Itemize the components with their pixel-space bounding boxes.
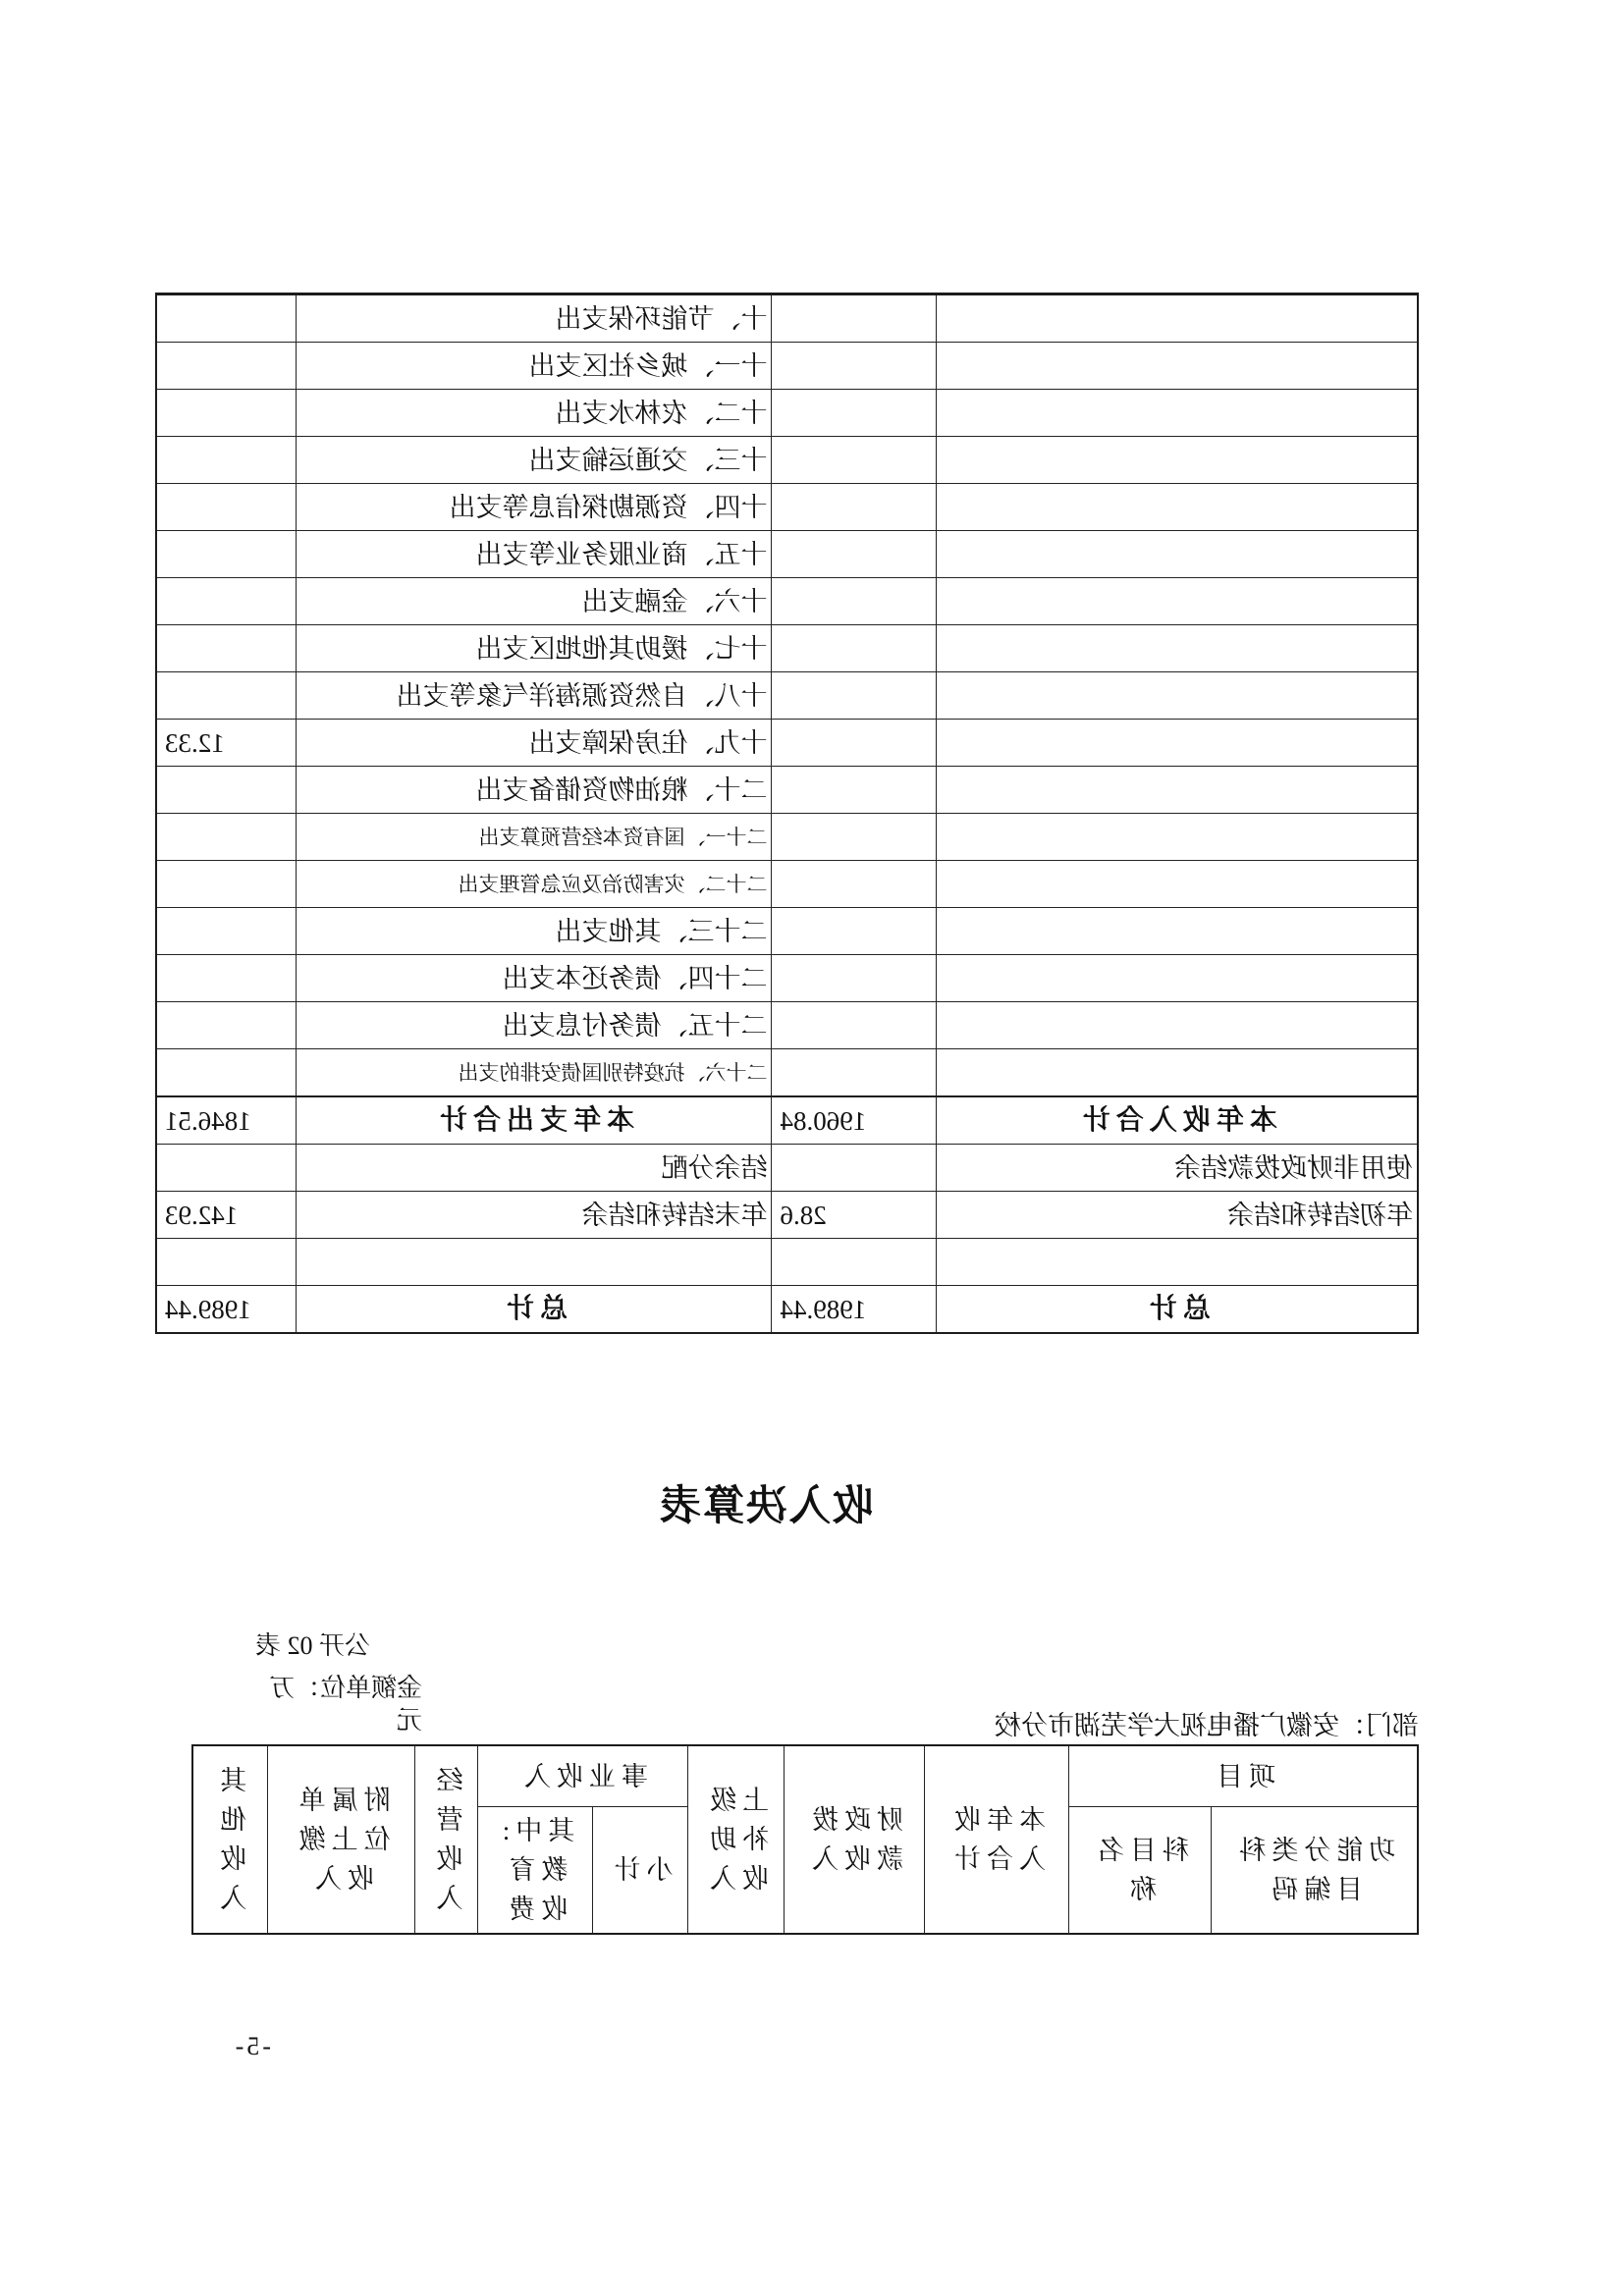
- income-table-header: [191, 1744, 1419, 1935]
- income-amount-cell: [772, 578, 937, 625]
- income-item-cell: [937, 861, 1418, 908]
- expense-item-cell: 年末结转和结余: [297, 1192, 772, 1239]
- expense-item-cell: 十五、商业服务业等支出: [297, 531, 772, 578]
- income-item-cell: 年初结转和结余: [937, 1192, 1418, 1239]
- table-code-label: 公开 02 表: [254, 1631, 370, 1660]
- income-amount-cell: [772, 294, 937, 343]
- table-row: [156, 1286, 1418, 1334]
- expense-amount-cell: [156, 908, 297, 955]
- income-amount-cell: [772, 814, 937, 861]
- header-subtotal: 小计: [593, 1807, 688, 1935]
- expense-item-cell: 二十四、债务还本支出: [297, 955, 772, 1002]
- table-row: [156, 1145, 1418, 1192]
- expense-item-cell: 十二、农林水支出: [297, 390, 772, 437]
- summary-table: [155, 293, 1419, 1334]
- expense-amount-cell: [156, 625, 297, 672]
- expense-amount-cell: [156, 861, 297, 908]
- table-row: [156, 814, 1418, 861]
- table-row: [156, 955, 1418, 1002]
- expense-amount-cell: [156, 294, 297, 343]
- income-item-cell: [937, 955, 1418, 1002]
- income-amount-cell: 28.6: [772, 1192, 937, 1239]
- expense-item-cell: 二十六、抗疫特别国债安排的支出: [297, 1049, 772, 1097]
- header-education-fee: 其中:教育收费: [478, 1807, 593, 1935]
- expense-amount-cell: 142.93: [156, 1192, 297, 1239]
- expense-item-cell: 本年支出合计: [297, 1096, 772, 1145]
- income-amount-cell: [772, 720, 937, 767]
- income-amount-cell: [772, 1145, 937, 1192]
- income-amount-cell: [772, 484, 937, 531]
- table-row: [156, 390, 1418, 437]
- income-amount-cell: [772, 531, 937, 578]
- expense-item-cell: [297, 1239, 772, 1286]
- header-superior-subsidy-income: 上级补助收入: [688, 1745, 785, 1934]
- header-business-income-group: 事业收入: [478, 1745, 688, 1807]
- expense-item-cell: 二十二、灾害防治及应急管理支出: [297, 861, 772, 908]
- income-item-cell: [937, 814, 1418, 861]
- income-amount-cell: [772, 343, 937, 390]
- table-row: [156, 1192, 1418, 1239]
- summary-table-body: [156, 294, 1418, 1334]
- expense-amount-cell: [156, 531, 297, 578]
- table-row: [156, 672, 1418, 720]
- expense-item-cell: 十六、金融支出: [297, 578, 772, 625]
- income-item-cell: [937, 908, 1418, 955]
- income-item-cell: [937, 484, 1418, 531]
- table-row: [156, 294, 1418, 343]
- expense-amount-cell: 12.33: [156, 720, 297, 767]
- expense-amount-cell: [156, 1239, 297, 1286]
- expense-amount-cell: [156, 955, 297, 1002]
- expense-item-cell: 二十三、其他支出: [297, 908, 772, 955]
- expense-amount-cell: [156, 672, 297, 720]
- expense-amount-cell: 1846.51: [156, 1096, 297, 1145]
- table-row: [156, 1049, 1418, 1097]
- expense-amount-cell: [156, 578, 297, 625]
- income-amount-cell: [772, 625, 937, 672]
- income-item-cell: [937, 625, 1418, 672]
- income-item-cell: [937, 390, 1418, 437]
- table-row: [156, 625, 1418, 672]
- income-item-cell: [937, 578, 1418, 625]
- table-row: [156, 767, 1418, 814]
- table-row: [156, 1096, 1418, 1145]
- income-amount-cell: [772, 1239, 937, 1286]
- expense-amount-cell: [156, 343, 297, 390]
- income-item-cell: 使用非财政拨款结余: [937, 1145, 1418, 1192]
- expense-item-cell: 十七、援助其他地区支出: [297, 625, 772, 672]
- expense-item-cell: 二十、粮油物资储备支出: [297, 767, 772, 814]
- table-row: [156, 720, 1418, 767]
- table-row: [156, 578, 1418, 625]
- expense-item-cell: 十九、住房保障支出: [297, 720, 772, 767]
- expense-item-cell: 十一、城乡社区支出: [297, 343, 772, 390]
- header-year-income-total: 本年收入合计: [925, 1745, 1069, 1934]
- expense-amount-cell: [156, 484, 297, 531]
- expense-amount-cell: [156, 814, 297, 861]
- expense-amount-cell: [156, 767, 297, 814]
- income-item-cell: 本年收入合计: [937, 1096, 1418, 1145]
- expense-amount-cell: 1989.44: [156, 1286, 297, 1334]
- income-item-cell: [937, 767, 1418, 814]
- table-row: [156, 531, 1418, 578]
- expense-item-cell: 十八、自然资源海洋气象等支出: [297, 672, 772, 720]
- income-amount-cell: [772, 1049, 937, 1097]
- income-amount-cell: 1989.44: [772, 1286, 937, 1334]
- income-amount-cell: [772, 955, 937, 1002]
- header-project-group: 项目: [1069, 1745, 1418, 1807]
- income-item-cell: [937, 1239, 1418, 1286]
- header-subject-name: 科目名称: [1069, 1807, 1212, 1935]
- income-item-cell: [937, 437, 1418, 484]
- expense-item-cell: 结余分配: [297, 1145, 772, 1192]
- income-item-cell: [937, 672, 1418, 720]
- department-label: 部门：安徽广播电视大学芜湖市分校: [995, 1711, 1419, 1740]
- income-item-cell: [937, 1049, 1418, 1097]
- table-row: [156, 908, 1418, 955]
- income-amount-cell: [772, 861, 937, 908]
- header-affiliated-unit-income: 附属单位上缴收入: [268, 1745, 415, 1934]
- expense-amount-cell: [156, 437, 297, 484]
- income-amount-cell: [772, 437, 937, 484]
- income-item-cell: [937, 720, 1418, 767]
- header-func-class-code: 功能分类科目编码: [1212, 1807, 1418, 1935]
- income-amount-cell: [772, 1002, 937, 1049]
- amount-unit-label: 金额单位：万元: [268, 1674, 422, 1735]
- income-item-cell: [937, 343, 1418, 390]
- page-title: 收入决算表: [657, 1484, 874, 1529]
- expense-item-cell: 二十五、债务付息支出: [297, 1002, 772, 1049]
- income-item-cell: 总计: [937, 1286, 1418, 1334]
- expense-amount-cell: [156, 390, 297, 437]
- expense-amount-cell: [156, 1002, 297, 1049]
- expense-amount-cell: [156, 1145, 297, 1192]
- table-row: [156, 484, 1418, 531]
- table-row: [156, 1239, 1418, 1286]
- header-operating-income: 经营收入: [415, 1745, 478, 1934]
- income-item-cell: [937, 531, 1418, 578]
- expense-amount-cell: [156, 1049, 297, 1097]
- income-amount-cell: [772, 390, 937, 437]
- table-row: [156, 1002, 1418, 1049]
- table-row: [156, 861, 1418, 908]
- income-amount-cell: [772, 767, 937, 814]
- table-row: [156, 343, 1418, 390]
- income-amount-cell: 1960.84: [772, 1096, 937, 1145]
- header-other-income: 其他收入: [192, 1745, 268, 1934]
- expense-item-cell: 十、节能环保支出: [297, 294, 772, 343]
- income-amount-cell: [772, 672, 937, 720]
- income-item-cell: [937, 1002, 1418, 1049]
- income-amount-cell: [772, 908, 937, 955]
- expense-item-cell: 总计: [297, 1286, 772, 1334]
- table-row: [156, 437, 1418, 484]
- header-fiscal-appropriation-income: 财政拨款收入: [785, 1745, 925, 1934]
- expense-item-cell: 十四、资源勘探信息等支出: [297, 484, 772, 531]
- income-item-cell: [937, 294, 1418, 343]
- expense-item-cell: 二十一、国有资本经营预算支出: [297, 814, 772, 861]
- expense-item-cell: 十三、交通运输支出: [297, 437, 772, 484]
- page-number: -5-: [232, 2032, 271, 2060]
